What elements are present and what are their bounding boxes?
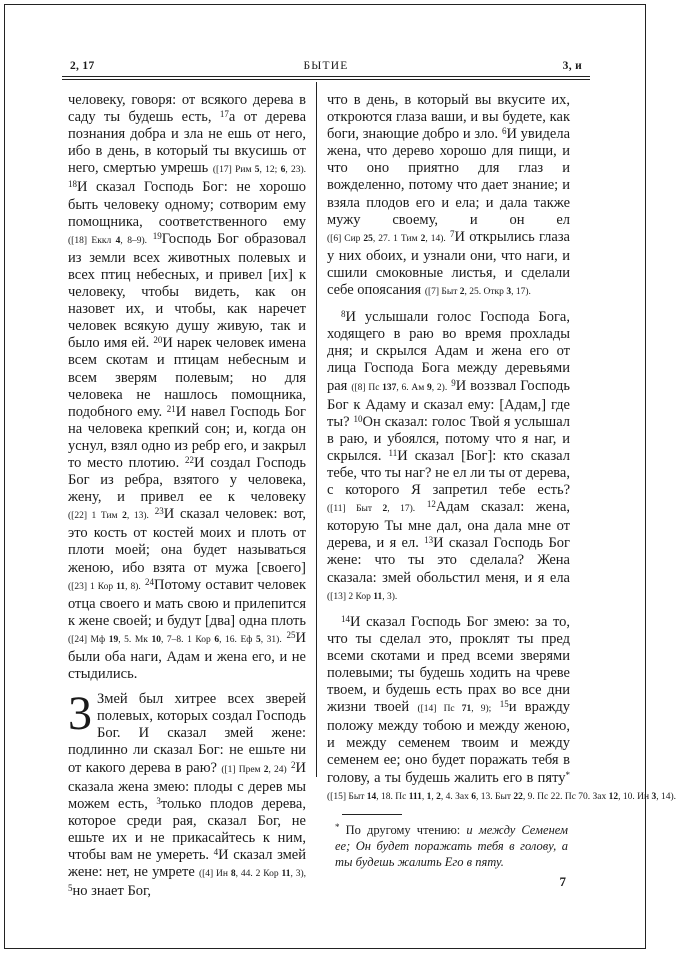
chapter-dropcap: 3 (68, 687, 92, 741)
text-run: И нарек человек имена всем скотам и птицам небесным и всем зверям полевым; но для человека не нашлось помощника, подобного ему. (68, 335, 307, 420)
footnote-variant-reading: и между Семенем ее; Он будет поражать тебя в голову, а ты будешь жалить Его в пяту. (335, 823, 568, 869)
verse-number: 8 (341, 309, 346, 320)
chapter-verse-end: 3, и (562, 60, 582, 72)
verse-number: 12 (426, 499, 436, 510)
cross-reference: ([6] Сир 25, 27. 1 Тим 2, 14). (327, 233, 446, 244)
cross-reference: ([8] Пс 137, 6. Ам 9, 2). (351, 382, 448, 393)
column-divider (316, 82, 317, 777)
verse-number: 13 (424, 535, 434, 546)
text-run: И сказал Господь Бог змею: за то, что ты сделал это, проклят ты пред всеми скотами и пред всеми зверями полевыми; ты будешь ходить на чреве твоем, и будешь есть прах во все дни жизни твоей (327, 613, 570, 716)
chapter-3-text (68, 687, 307, 900)
verse-number: 21 (166, 403, 176, 414)
verse-number: 24 (145, 576, 155, 587)
cross-reference: ([13] 2 Кор 11, 3). (327, 591, 398, 602)
text-run: И сказал Господь Бог: не хорошо быть человеку одному; сотворим ему помощника, соответственного ему (68, 179, 306, 230)
footnote-lead: По другому чтению: (339, 823, 467, 837)
paragraph-verses-8-13 (327, 309, 570, 606)
right-column (327, 92, 676, 806)
text-run: И открылись глаза у них обоих, и узнали они, что наги, и сшили смоковные листья, и сделали себе опоясания (327, 228, 570, 299)
left-column (68, 92, 306, 900)
cross-reference: ([14] Пс 71, 9); (417, 704, 492, 715)
cross-reference: ([17] Рим 5, 12; 6, 23). (212, 165, 306, 176)
paragraph-verses-5-7 (327, 92, 570, 301)
text-run: И создал Господь Бог из ребра, взятого у человека, жену, и привел ее к человеку (68, 454, 306, 506)
genesis-3-opening (68, 687, 307, 900)
text-run: И сказал змей жене: нет, не умрете (68, 847, 306, 881)
verse-number: 15 (499, 699, 509, 710)
verse-number: 10 (353, 413, 363, 424)
text-run: И навел Господь Бог на человека крепкий сон; и, когда он уснул, взял одно из ребр его, и закрыл то место плотию. (68, 403, 306, 471)
text-run: И сказал человек: вот, это кость от костей моих и плоть от плоти моей; она будет называться женою, ибо взята от мужа [своего] (68, 506, 307, 576)
text-run: Змей был хитрее всех зверей полевых, которых создал Господь Бог. И сказал змей жене: подлинно ли сказал Бог: не ешьте ни от какого дерева в раю? (68, 691, 306, 776)
verse-number: 3 (156, 795, 161, 806)
header-rule-bottom (62, 79, 590, 80)
verse-number: 18 (68, 179, 77, 190)
paragraph-verses-14-15 (327, 613, 676, 806)
text-run: И сказала жена змею: плоды с дерев мы можем есть, (68, 759, 306, 812)
verse-number: 20 (153, 335, 163, 346)
text-run: и вражду положу между тобою и между женою, и между семенем твоим и между семенем ее; оно будет поражать тебя в голову, а ты будешь жалить его в пяту (327, 699, 570, 786)
footnote-rule (342, 814, 402, 815)
text-run: Потому оставит человек отца своего и мать свою и прилепится к жене своей; и будут [два] одна плоть (68, 576, 306, 629)
text-run: человеку, говоря: от всякого дерева в саду ты будешь есть, (68, 92, 306, 126)
verse-number: 9 (451, 377, 456, 388)
text-run: И увидела жена, что дерево хорошо для пищи, и что оно приятно для глаз и вожделенно, потому что дает знание; и взяла плодов его и ела; и дала также мужу своему, и он ел (327, 126, 570, 228)
verse-number: 4 (213, 847, 219, 858)
text-run: Господь Бог образовал из земли всех животных полевых и всех птиц небесных, и привел [их] к человеку, чтобы видеть, как он назовет их, и чтобы, как наречет человек всякую душу живую, так и было имя ей. (68, 230, 307, 352)
verse-number: 14 (341, 613, 350, 624)
text-run: И сказал Господь Бог жене: что ты это сделала? Жена сказала: змей обольстил меня, и я ела (327, 535, 570, 586)
cross-reference: ([15] Быт 14, 18. Пс 111, 1, 2, 4. Зах 6, 13. Быт 22, 9. Пс 22. Пс 70. Зах 12, 10. Ин 3, 14). (327, 791, 676, 802)
genesis-2-text (68, 92, 306, 683)
verse-number: 25 (286, 629, 296, 640)
cross-reference: ([4] Ин 8, 44. 2 Кор 11, 3), (198, 869, 307, 880)
verse-number: 22 (185, 454, 194, 465)
verse-number: 7 (450, 228, 455, 239)
verse-number: 5 (68, 883, 73, 894)
text-run: а от дерева познания добра и зла не ешь от него, ибо в день, в который ты вкусишь от него, смертью умрешь (68, 109, 306, 177)
cross-reference: ([11] Быт 2, 17). (327, 504, 416, 515)
text-run: но знает Бог, (72, 883, 151, 900)
cross-reference: ([24] Мф 19, 5. Мк 10, 7–8. 1 Кор 6, 16. Еф 5, 31). (68, 634, 282, 645)
verse-number: 11 (388, 447, 398, 458)
running-head (62, 60, 590, 74)
chapter-verse-start: 2, 17 (70, 60, 95, 72)
verse-number: 23 (154, 506, 164, 517)
text-run (415, 499, 427, 515)
cross-reference: ([1] Прем 2, 24) (221, 764, 287, 775)
footnote-marker: * (335, 822, 340, 832)
cross-reference: ([7] Быт 2, 25. Откр 3, 17). (424, 287, 531, 298)
verse-number: 2 (291, 759, 296, 770)
text-run: Адам сказал: жена, которую Ты мне дал, она дала мне от дерева, и я ел. (327, 499, 571, 552)
verse-number: 19 (152, 230, 162, 241)
book-title: БЫТИЕ (303, 60, 349, 72)
page-number: 7 (559, 874, 566, 889)
text-run (491, 699, 499, 715)
verse-number: * (565, 769, 570, 780)
verse-number: 6 (501, 126, 507, 137)
text-run: Он сказал: голос Твой я услышал в раю, и убоялся, потому что я наг, и скрылся. (327, 413, 570, 464)
cross-reference: ([18] Еккл 4, 8–9). (68, 235, 148, 246)
header-rule-top (62, 76, 590, 77)
cross-reference: ([23] 1 Кор 11, 8). (68, 581, 141, 592)
footnote (335, 822, 568, 870)
text-run: что в день, в который вы вкусите их, откроются глаза ваши, и вы будете, как боги, знающие добро и зло. (327, 92, 570, 143)
cross-reference: ([22] 1 Тим 2, 13). (68, 511, 149, 522)
text-run: И воззвал Господь Бог к Адаму и сказал ему: [Адам,] где ты? (327, 377, 571, 430)
verse-number: 17 (219, 109, 229, 120)
text-run: только плодов дерева, которое среди рая, сказал Бог, не ешьте их и не прикасайтесь к ним, чтобы вам не умереть. (68, 795, 306, 864)
text-run: И сказал [Бог]: кто сказал тебе, что ты наг? не ел ли ты от дерева, с которого Я запретил тебе есть? (327, 447, 570, 499)
text-run: И были оба наги, Адам и жена его, и не стыдились. (68, 629, 306, 683)
text-run: И услышали голос Господа Бога, ходящего в раю во время прохлады дня; и скрылся Адам и жена его от лица Господа Бога между деревьями рая (327, 309, 570, 394)
